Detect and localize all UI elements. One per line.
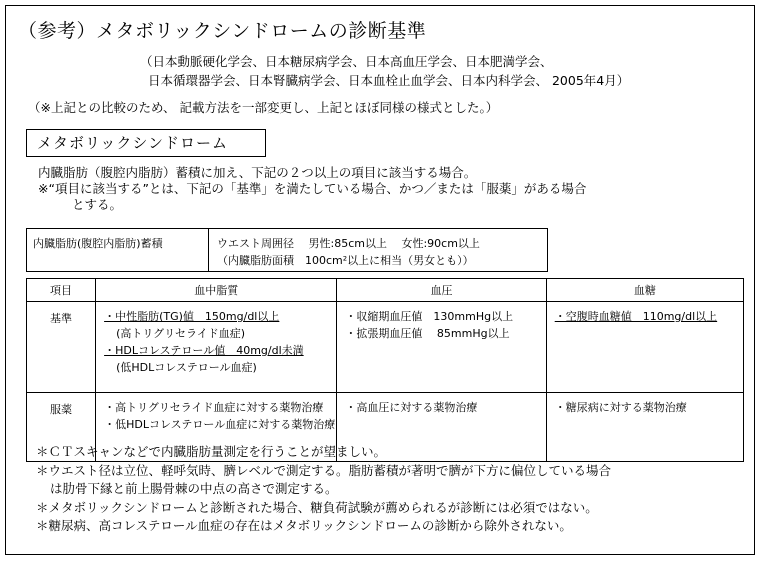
criteria-row bbox=[27, 302, 744, 393]
diastolic-criterion: ・拡張期血圧値 85mmHg以上 bbox=[345, 327, 510, 340]
tg-medication: ・高トリグリセライド血症に対する薬物治療 bbox=[104, 401, 324, 414]
organizations-line-2: 日本循環器学会、日本腎臓病学会、日本血栓止血学会、日本内科学会、 2005年4月） bbox=[148, 73, 630, 88]
hypertension-medication: ・高血圧に対する薬物治療 bbox=[345, 401, 478, 414]
criteria-label: 基準 bbox=[27, 302, 96, 393]
header-item: 項目 bbox=[27, 279, 96, 302]
tg-criterion-note: (高トリグリセライド血症) bbox=[116, 327, 246, 340]
footnotes bbox=[36, 443, 611, 536]
organizations bbox=[140, 52, 629, 90]
organizations-line-1: （日本動脈硬化学会、日本糖尿病学会、日本高血圧学会、日本肥満学会、 bbox=[140, 54, 553, 69]
comparison-note: （※上記との比較のため、 記載方法を一部変更し、上記とほぼ同様の様式とした。） bbox=[28, 100, 499, 115]
tg-criterion: ・中性脂肪(TG)値 150mg/dl以上 bbox=[104, 310, 280, 323]
definition-line-3: とする。 bbox=[72, 197, 123, 212]
definition-text bbox=[38, 165, 586, 213]
footnote-2: ＊ウエスト径は立位、軽呼気時、臍レベルで測定する。脂肪蓄積が著明で臍が下方に偏位している場合 bbox=[36, 462, 612, 478]
medication-label: 服薬 bbox=[27, 393, 96, 462]
bp-criteria-cell bbox=[337, 302, 546, 393]
fasting-glucose-criterion: ・空腹時血糖値 110mg/dl以上 bbox=[554, 310, 718, 323]
definition-line-2: ※“項目に該当する”とは、下記の「基準」を満たしている場合、かつ／または「服薬」がある場合 bbox=[38, 181, 587, 196]
hdl-criterion-note: (低HDLコレステロール血症) bbox=[116, 361, 257, 374]
sugar-criteria-cell bbox=[546, 302, 743, 393]
table-header-row bbox=[27, 279, 744, 302]
footnote-2-continued: は肋骨下縁と前上腸骨棘の中点の高さで測定する。 bbox=[50, 481, 338, 496]
hdl-medication: ・低HDLコレステロール血症に対する薬物治療 bbox=[104, 418, 336, 431]
lipid-criteria-cell bbox=[96, 302, 337, 393]
footnote-3: ＊メタボリックシンドロームと診断された場合、糖負荷試験が薦められるが診断には必須ではない。 bbox=[36, 499, 598, 515]
definition-line-1: 内臓脂肪（腹腔内脂肪）蓄積に加え、下記の２つ以上の項目に該当する場合。 bbox=[38, 165, 477, 180]
criteria-table bbox=[26, 278, 744, 462]
header-lipid: 血中脂質 bbox=[96, 279, 337, 302]
header-blood-sugar: 血糖 bbox=[546, 279, 743, 302]
document-title: （参考）メタボリックシンドロームの診断基準 bbox=[18, 20, 427, 42]
footnote-4: ＊糖尿病、高コレステロール血症の存在はメタボリックシンドロームの診断から除外されない。 bbox=[36, 518, 572, 533]
visceral-fat-criteria bbox=[217, 235, 480, 269]
visceral-fat-label: 内臓脂肪(腹腔内脂肪)蓄積 bbox=[27, 229, 209, 271]
hdl-criterion: ・HDLコレステロール値 40mg/dl未満 bbox=[104, 344, 304, 357]
waist-criteria: ウエスト周囲径 男性:85cm以上 女性:90cm以上 bbox=[217, 237, 480, 250]
footnote-1: ＊ＣＴスキャンなどで内臓脂肪量測定を行うことが望ましい。 bbox=[36, 444, 387, 459]
systolic-criterion: ・収縮期血圧値 130mmHg以上 bbox=[345, 310, 514, 323]
fat-area-criteria: （内臓脂肪面積 100cm²以上に相当（男女とも）） bbox=[217, 254, 474, 267]
visceral-fat-box bbox=[26, 228, 548, 272]
header-blood-pressure: 血圧 bbox=[337, 279, 546, 302]
diabetes-medication: ・糖尿病に対する薬物治療 bbox=[554, 401, 687, 414]
metabolic-syndrome-label: メタボリックシンドローム bbox=[26, 129, 266, 157]
